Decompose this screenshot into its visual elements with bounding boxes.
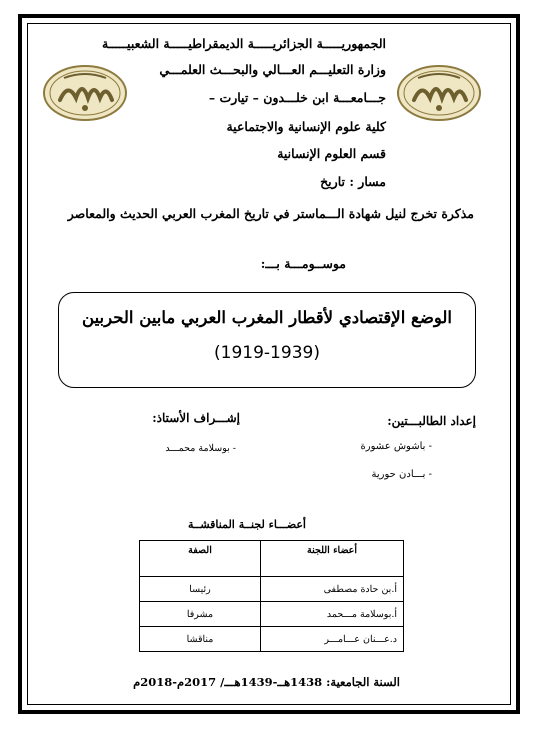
student-name: - بـــادن حورية	[371, 469, 432, 480]
table-row	[140, 577, 404, 602]
title-box	[58, 292, 476, 388]
thesis-years: (1919-1939)	[214, 343, 320, 363]
jury-member-role: مشرفا	[140, 602, 261, 627]
track-name: مسار : تاريخ	[320, 174, 386, 189]
jury-title: أعضـــاء لجنــة المناقشــة	[188, 518, 306, 531]
table-row	[140, 602, 404, 627]
column-header-member: أعضاء اللجنة	[261, 541, 404, 577]
university-seal-icon	[396, 64, 482, 122]
student-name: - باشوش عشورة	[360, 441, 432, 452]
university-name: جـــامعـــة ابن خلـــدون – تيارت –	[208, 90, 386, 105]
academic-year: السنة الجامعية: 1438هــ-1439هـــ/ 2017م-2018م	[133, 675, 400, 689]
table-header-row	[140, 541, 404, 577]
thesis-description: مذكرة تخرج لنيل شهادة الـــماستر في تاريخ المغرب العربي الحديث والمعاصر	[67, 206, 474, 221]
column-header-role: الصفة	[140, 541, 261, 577]
faculty-name: كلية علوم الإنسانية والاجتماعية	[226, 119, 386, 134]
table-row	[140, 627, 404, 652]
jury-member-role: رئيسا	[140, 577, 261, 602]
supervisor-label: إشـــراف الأستاذ:	[152, 411, 240, 425]
supervisor-name: - بوسلامة محمـــد	[165, 443, 236, 454]
jury-member-name: أ.بوسلامة مـــحمد	[261, 602, 404, 627]
department-name: قسم العلوم الإنسانية	[277, 146, 386, 161]
jury-table	[139, 540, 404, 652]
students-label: إعداد الطالبـــتين:	[387, 414, 476, 428]
university-seal-icon	[42, 64, 128, 122]
jury-member-role: مناقشا	[140, 627, 261, 652]
jury-member-name: د.عـــنان عـــامـــر	[261, 627, 404, 652]
jury-member-name: أ.بن حادة مصطفى	[261, 577, 404, 602]
republic-name: الجمهوريـــــة الجزائريـــــة الديمقراطيـــــة الشعبيـــــة	[102, 36, 386, 51]
presented-by-label: موســومـــة بـــ:	[260, 256, 346, 271]
thesis-title: الوضع الإقتصادي لأقطار المغرب العربي مابين الحربين	[82, 308, 452, 327]
ministry-name: وزارة التعليـــم العـــالي والبحـــث العلمـــي	[159, 62, 386, 77]
